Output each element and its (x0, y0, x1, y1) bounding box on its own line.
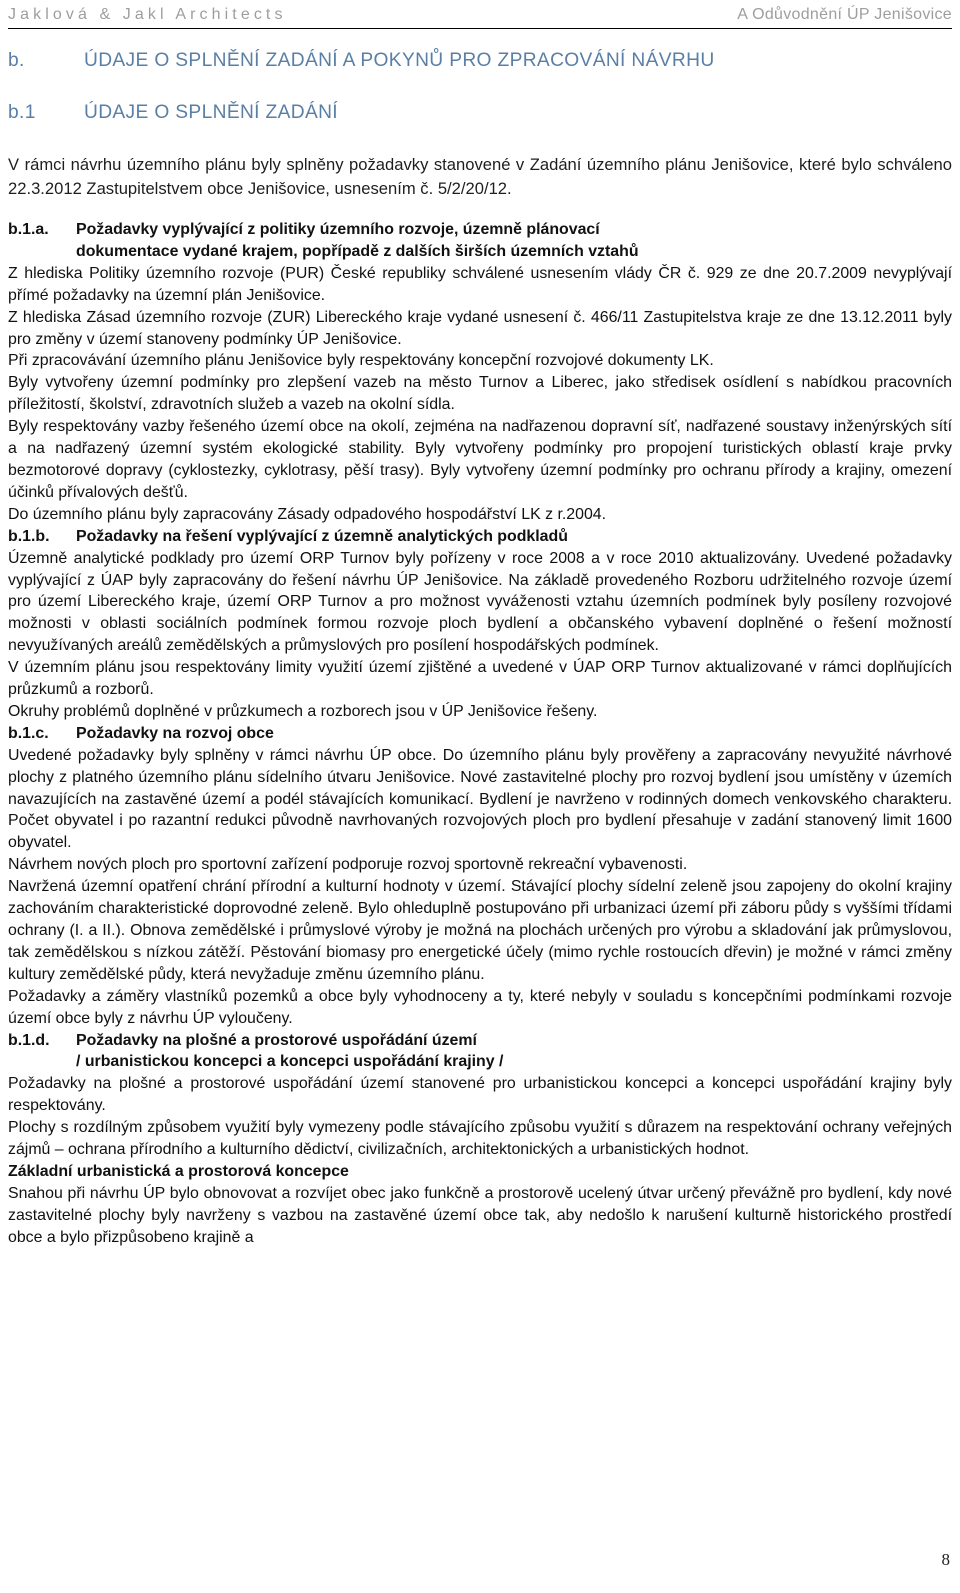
section-b-title-text: Požadavky na řešení vyplývající z územně analytických podkladů (76, 527, 568, 545)
heading-section-text: ÚDAJE O SPLNĚNÍ ZADÁNÍ (84, 102, 338, 123)
section-d-code: b.1.d. (8, 1031, 50, 1049)
subsection-title: Základní urbanistická a prostorová koncepce (8, 1162, 349, 1180)
page-number: 8 (941, 1550, 950, 1569)
section-a-paragraph: Byly respektovány vazby řešeného území obce na okolí, zejména na nadřazenou dopravní síť, nadřazené soustavy inženýrských sítí a na nadřazený územní systém ekologické stability. Byly vytvořeny podmínky pro propojení turistických oblastí kraje prvky bezmotorové dopravy (cyklostezky, cyklotrasy, pěší trasy). Byly vytvořeny územní podmínky pro ochranu přírody a krajiny, omezení účinků přívalových dešťů. (8, 418, 952, 501)
section-a-paragraph: Z hlediska Politiky územního rozvoje (PUR) České republiky schválené usnesením vlády ČR č. 929 ze dne 20.7.2009 nevyplývají přímé požadavky na územní plán Jenišovice. (8, 264, 952, 304)
section-a-paragraph: Byly vytvořeny územní podmínky pro zlepšení vazeb na město Turnov a Liberec, jako středisek osídlení s nabídkou pracovních příležitostí, školství, zdravotních služeb a vazeb na okolní sídla. (8, 374, 952, 414)
header-firm-name: Jaklová & Jakl Architects (8, 6, 287, 23)
section-b-title (8, 526, 952, 548)
section-a-paragraph: Z hlediska Zásad územního rozvoje (ZUR) Libereckého kraje vydané usnesení č. 466/11 Zastupitelstva kraje ze dne 13.12.2011 byly pro změny v území stanoveny podmínky ÚP Jenišovice. (8, 308, 952, 348)
section-b-paragraph: V územním plánu jsou respektovány limity využití území zjištěné a uvedené v ÚAP ORP Turnov aktualizované v rámci doplňujících průzkumů a rozborů. (8, 659, 952, 699)
section-a-title (8, 219, 952, 241)
section-c-paragraph: Navržená územní opatření chrání přírodní a kulturní hodnoty v území. Stávající plochy sídelní zeleně jsou zapojeny do okolní krajiny zachováním charakteristické doprovodné zeleně. Bylo ohleduplně postupováno při urbanizaci území při záboru půdy s vyššími třídami ochrany (I. a II.). Obnova zemědělské i průmyslové výroby je možná na plochách určených pro výrobu a skladování jak průmyslovou, tak zemědělskou s nízkou zátěží. Pěstování biomasy pro energetické účely (mimo rychle rostoucích dřevin) je možné v rámci změny kultury zemědělské půdy, která nevyžaduje změnu územního plánu. (8, 878, 952, 983)
section-c-paragraph: Uvedené požadavky byly splněny v rámci návrhu ÚP obce. Do územního plánu byly prověřeny a zapracovány nevyužité návrhové plochy z platného územního plánu sídelního útvaru Jenišovice. Nové zastavitelné plochy pro rozvoj bydlení jsou umístěny v územích navazujících na zastavěné území a podél stávajících komunikací. Bydlení je navrženo v rodinných domech venkovského charakteru. Počet obyvatel i po razantní redukci původně navrhovaných rozvojových ploch pro bydlení přesahuje v zadání stanovený limit 1600 obyvatel. (8, 746, 952, 852)
page-header (8, 4, 952, 29)
section-a-paragraph: Při zpracovávání územního plánu Jenišovice byly respektovány koncepční rozvojové dokumenty LK. (8, 352, 714, 370)
section-c-title-text: Požadavky na rozvoj obce (76, 724, 274, 742)
document-body (8, 219, 952, 1249)
heading-chapter-number: b. (8, 50, 25, 71)
section-c-title (8, 723, 952, 745)
section-a-title-line2: dokumentace vydané krajem, popřípadě z dalších širších územních vztahů (76, 242, 639, 260)
section-a-paragraph: Do územního plánu byly zapracovány Zásady odpadového hospodářství LK z r.2004. (8, 505, 607, 523)
section-b-paragraph: Okruhy problémů doplněné v průzkumech a rozborech jsou v ÚP Jenišovice řešeny. (8, 702, 598, 720)
header-document-title: A Odůvodnění ÚP Jenišovice (737, 6, 952, 23)
heading-chapter (8, 50, 715, 72)
section-d-title-line1: Požadavky na plošné a prostorové uspořádání území (76, 1031, 477, 1049)
section-c-paragraph: Požadavky a záměry vlastníků pozemků a obce byly vyhodnoceny a ty, které nebyly v souladu s koncepčními podmínkami rozvoje území obce byly z návrhu ÚP vyloučeny. (8, 987, 952, 1027)
section-d-title (8, 1030, 952, 1052)
section-c-paragraph: Návrhem nových ploch pro sportovní zařízení podporuje rozvoj sportovně rekreační vybavenosti. (8, 856, 688, 874)
intro-paragraph: V rámci návrhu územního plánu byly splněny požadavky stanovené v Zadání územního plánu Jenišovice, které bylo schváleno 22.3.2012 Zastupitelstvem obce Jenišovice, usnesením č. 5/2/20/12. (8, 155, 952, 198)
heading-section (8, 102, 338, 124)
section-d-paragraph: Plochy s rozdílným způsobem využití byly vymezeny podle stávajícího způsobu využití s důrazem na respektování ochrany veřejných zájmů – ochrana přírodního a kulturního dědictví, civilizačních, architektonických a urbanistických hodnot. (8, 1119, 952, 1159)
section-b-code: b.1.b. (8, 527, 50, 545)
heading-chapter-text: ÚDAJE O SPLNĚNÍ ZADÁNÍ A POKYNŮ PRO ZPRACOVÁNÍ NÁVRHU (84, 50, 715, 71)
section-d-title-line2: / urbanistickou koncepci a koncepci uspořádání krajiny / (76, 1053, 504, 1071)
section-a-code: b.1.a. (8, 221, 49, 238)
subsection-paragraph: Snahou při návrhu ÚP bylo obnovovat a rozvíjet obec jako funkčně a prostorově ucelený útvar určený převážně pro bydlení, kdy nové zastavitelné plochy byly navrženy s vazbou na zastavěné území obce tak, aby nedošlo k narušení kulturně historického prostředí obce a bylo přizpůsobeno krajině a (8, 1184, 952, 1246)
heading-section-number: b.1 (8, 102, 36, 123)
section-c-code: b.1.c. (8, 724, 49, 742)
section-d-paragraph: Požadavky na plošné a prostorové uspořádání území stanovené pro urbanistickou koncepci a koncepci uspořádání krajiny byly respektovány. (8, 1075, 952, 1115)
section-b-paragraph: Územně analytické podklady pro území ORP Turnov byly pořízeny v roce 2008 a v roce 2010 aktualizovány. Uvedené požadavky vyplývající z ÚAP byly zapracovány do řešení návrhu ÚP Jenišovice. Na základě provedeného Rozboru udržitelného rozvoje území pro území Libereckého kraje, území ORP Turnov a pro možnost vyváženosti vztahu územních podmínek byly posíleny rozvojové možnosti v oblasti sociálních podmínek formou rozvoje ploch bydlení a občanského vybavení doplněné o řešení možností nevyužívaných areálů zemědělských a průmyslových pro posílení hospodářských podmínek. (8, 549, 952, 655)
section-a-title-line1: Požadavky vyplývající z politiky územního rozvoje, územně plánovací (76, 221, 600, 238)
